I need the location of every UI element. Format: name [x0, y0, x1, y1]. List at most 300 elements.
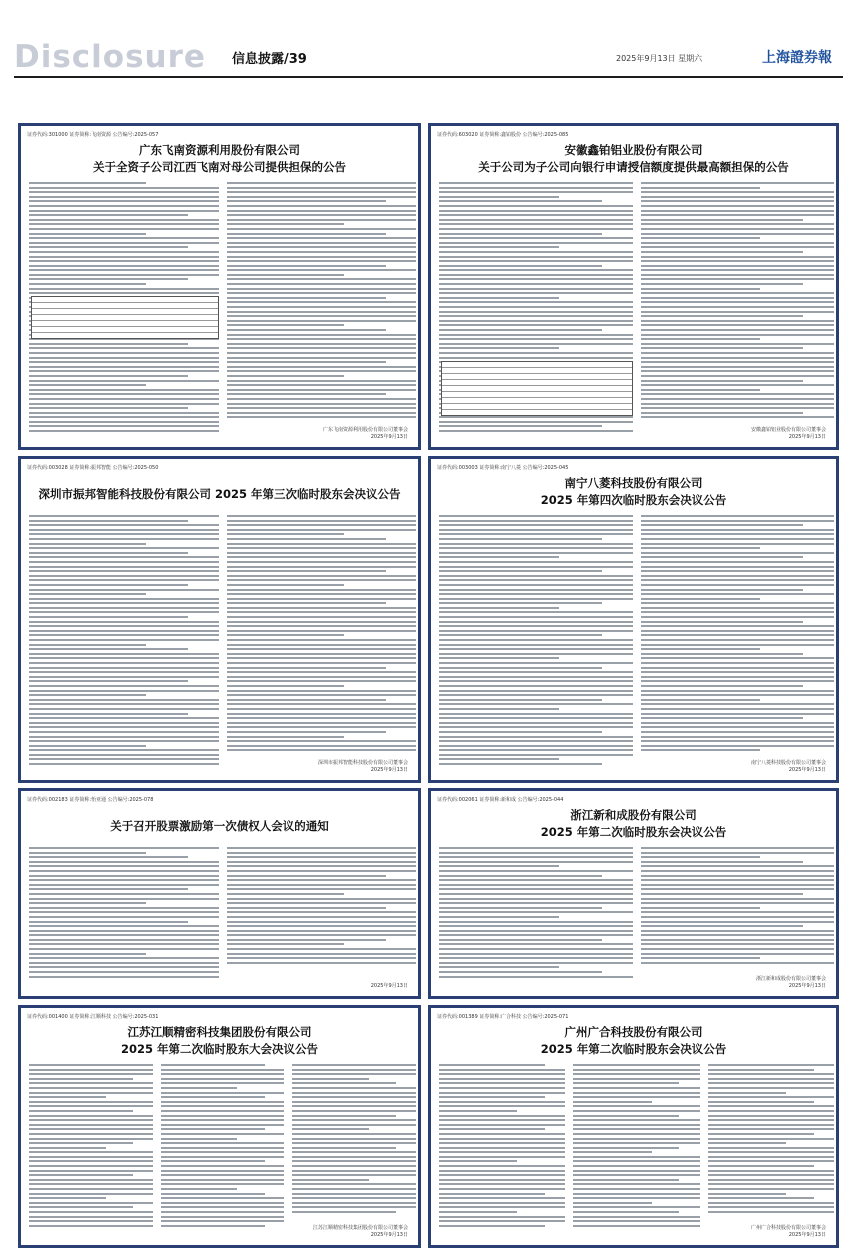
text-line: [29, 1206, 133, 1208]
text-line: [29, 1151, 153, 1153]
text-line: [29, 1220, 153, 1222]
text-line: [29, 1096, 106, 1098]
signer: 广州广合科技股份有限公司董事会: [750, 1225, 826, 1231]
text-line: [29, 205, 219, 207]
text-line: [439, 607, 559, 609]
text-line: [439, 1082, 565, 1084]
text-line: [573, 1082, 679, 1084]
text-line: [641, 921, 835, 923]
text-line: [29, 200, 219, 202]
text-line: [641, 306, 835, 308]
text-line: [641, 370, 835, 372]
text-line: [227, 292, 417, 294]
text-line: [161, 1225, 265, 1227]
text-line: [439, 703, 633, 705]
text-line: [29, 1174, 133, 1176]
signer: 浙江新和成股份有限公司董事会: [755, 976, 826, 982]
text-line: [641, 953, 835, 955]
text-line: [439, 219, 633, 221]
text-line: [641, 529, 835, 531]
text-line: [29, 1202, 153, 1204]
text-line: [292, 1064, 416, 1066]
text-line: [641, 870, 835, 872]
text-line: [641, 260, 835, 262]
text-line: [439, 911, 633, 913]
text-line: [641, 607, 835, 609]
text-line: [29, 251, 219, 253]
text-line: [439, 680, 633, 682]
text-line: [227, 274, 344, 276]
text-line: [227, 575, 417, 577]
text-line: [641, 943, 835, 945]
text-line: [708, 1211, 834, 1213]
text-line: [439, 934, 633, 936]
text-line: [641, 324, 835, 326]
text-line: [29, 366, 219, 368]
text-line: [227, 320, 417, 322]
text-line: [439, 233, 602, 235]
announcement-body: [439, 1064, 828, 1227]
text-line: [227, 214, 417, 216]
text-line: [641, 515, 835, 517]
text-line: [641, 690, 835, 692]
text-line: [227, 694, 417, 696]
text-line: [439, 847, 633, 849]
text-line: [641, 875, 835, 877]
text-line: [161, 1193, 265, 1195]
text-line: [29, 380, 219, 382]
text-line: [708, 1151, 834, 1153]
text-line: [439, 1092, 565, 1094]
text-line: [227, 237, 417, 239]
text-line: [708, 1124, 834, 1126]
text-line: [641, 196, 835, 198]
text-line: [439, 657, 559, 659]
text-line: [29, 625, 219, 627]
text-line: [292, 1147, 396, 1149]
text-line: [439, 329, 602, 331]
text-line: [29, 1119, 153, 1121]
text-line: [641, 297, 835, 299]
text-line: [29, 754, 219, 756]
text-line: [439, 1115, 565, 1117]
text-line: [161, 1073, 285, 1075]
text-line: [29, 343, 188, 345]
text-line: [29, 398, 219, 400]
text-line: [641, 205, 835, 207]
text-line: [227, 283, 417, 285]
text-line: [292, 1179, 369, 1181]
text-line: [641, 343, 835, 345]
text-line: [439, 561, 633, 563]
text-line: [641, 879, 835, 881]
text-line: [708, 1156, 834, 1158]
text-line: [227, 852, 417, 854]
text-line: [29, 524, 219, 526]
text-line: [227, 246, 417, 248]
text-line: [29, 930, 219, 932]
text-column: [439, 847, 633, 978]
text-line: [29, 412, 219, 414]
text-line: [227, 740, 417, 742]
text-line: [439, 962, 633, 964]
text-line: [641, 329, 835, 331]
text-line: [227, 680, 417, 682]
text-line: [227, 726, 417, 728]
text-line: [29, 966, 219, 968]
text-line: [227, 861, 417, 863]
text-line: [439, 648, 633, 650]
text-line: [439, 884, 633, 886]
text-line: [29, 237, 219, 239]
text-line: [573, 1101, 651, 1103]
text-line: [439, 598, 633, 600]
text-line: [439, 430, 633, 432]
text-line: [641, 630, 835, 632]
text-column: [227, 182, 417, 429]
text-line: [439, 269, 633, 271]
text-line: [439, 713, 633, 715]
text-line: [439, 644, 633, 646]
text-line: [573, 1073, 699, 1075]
text-line: [29, 1082, 153, 1084]
text-line: [708, 1069, 814, 1071]
text-line: [641, 888, 835, 890]
text-line: [292, 1101, 416, 1103]
text-line: [439, 976, 633, 978]
text-line: [573, 1220, 699, 1222]
text-line: [29, 223, 219, 225]
text-line: [227, 902, 417, 904]
text-line: [708, 1082, 834, 1084]
text-line: [29, 242, 219, 244]
text-line: [439, 196, 559, 198]
text-line: [573, 1096, 699, 1098]
text-line: [227, 662, 417, 664]
text-line: [573, 1147, 679, 1149]
text-line: [227, 717, 417, 719]
text-line: [439, 274, 633, 276]
text-line: [227, 219, 417, 221]
text-line: [227, 384, 417, 386]
text-line: [439, 1101, 565, 1103]
text-line: [439, 953, 633, 955]
text-line: [573, 1179, 679, 1181]
text-line: [227, 205, 417, 207]
text-line: [641, 278, 835, 280]
text-line: [641, 347, 804, 349]
text-line: [29, 943, 219, 945]
text-line: [227, 962, 417, 964]
text-line: [439, 1170, 565, 1172]
text-line: [227, 722, 417, 724]
text-line: [708, 1142, 786, 1144]
text-line: [439, 1197, 565, 1199]
text-line: [29, 911, 219, 913]
text-line: [641, 662, 835, 664]
text-line: [227, 538, 386, 540]
text-line: [641, 726, 835, 728]
text-line: [708, 1105, 834, 1107]
text-line: [641, 398, 835, 400]
text-line: [227, 398, 417, 400]
text-line: [29, 589, 219, 591]
text-line: [161, 1151, 285, 1153]
text-line: [227, 916, 417, 918]
text-line: [227, 366, 417, 368]
text-line: [708, 1165, 814, 1167]
text-line: [29, 648, 188, 650]
text-line: [641, 621, 804, 623]
text-line: [29, 1064, 153, 1066]
text-line: [29, 533, 219, 535]
text-line: [641, 320, 835, 322]
stock-code-line: 证券代码:001389 证券简称:广合科技 公告编号:2025-071: [437, 1014, 569, 1020]
text-line: [439, 1220, 565, 1222]
text-line: [227, 621, 417, 623]
text-line: [641, 648, 761, 650]
text-line: [29, 1069, 153, 1071]
text-line: [292, 1197, 416, 1199]
text-line: [439, 736, 633, 738]
text-column: [227, 847, 417, 978]
text-line: [29, 962, 219, 964]
text-line: [292, 1188, 416, 1190]
text-line: [29, 292, 219, 294]
text-line: [439, 856, 633, 858]
text-line: [439, 875, 602, 877]
text-line: [641, 708, 835, 710]
text-line: [573, 1197, 699, 1199]
announcement-title: 广州广合科技股份有限公司: [564, 1025, 703, 1039]
signer: 江苏江顺精密科技集团股份有限公司董事会: [312, 1225, 408, 1231]
text-line: [29, 1160, 153, 1162]
text-line: [439, 579, 633, 581]
text-line: [641, 338, 761, 340]
text-line: [641, 357, 835, 359]
text-line: [29, 879, 219, 881]
text-line: [161, 1216, 285, 1218]
text-line: [292, 1165, 416, 1167]
text-line: [29, 1147, 106, 1149]
text-line: [439, 1174, 565, 1176]
text-line: [439, 898, 633, 900]
text-line: [439, 1147, 565, 1149]
text-line: [29, 1092, 153, 1094]
text-line: [292, 1082, 396, 1084]
text-line: [292, 1142, 416, 1144]
text-line: [641, 616, 835, 618]
text-line: [29, 547, 219, 549]
text-line: [161, 1197, 285, 1199]
text-line: [641, 237, 761, 239]
text-line: [227, 251, 417, 253]
text-line: [29, 357, 219, 359]
text-line: [161, 1078, 285, 1080]
text-line: [439, 939, 602, 941]
text-line: [708, 1138, 834, 1140]
announcement-title: 深圳市振邦智能科技股份有限公司 2025 年第三次临时股东会决议公告: [38, 487, 401, 501]
text-line: [29, 430, 219, 432]
text-line: [227, 745, 417, 747]
text-line: [439, 957, 633, 959]
stock-code-line: 证券代码:301000 证券简称:飞南资源 公告编号:2025-057: [27, 132, 159, 138]
text-line: [641, 265, 835, 267]
text-line: [641, 416, 835, 418]
text-line: [227, 888, 417, 890]
text-line: [227, 749, 417, 751]
text-line: [439, 529, 633, 531]
signature-date: 2025年9月13日: [370, 1232, 408, 1238]
text-line: [29, 210, 219, 212]
text-line: [641, 593, 835, 595]
text-line: [641, 228, 835, 230]
text-line: [227, 347, 417, 349]
text-line: [292, 1087, 416, 1089]
text-line: [161, 1082, 285, 1084]
text-line: [439, 616, 633, 618]
newspaper-masthead: 上海證券報: [762, 50, 832, 66]
text-line: [439, 879, 633, 881]
text-line: [227, 736, 344, 738]
text-line: [641, 657, 835, 659]
text-line: [573, 1188, 699, 1190]
text-line: [227, 690, 417, 692]
text-line: [29, 219, 219, 221]
text-line: [439, 690, 633, 692]
text-line: [439, 292, 633, 294]
text-line: [29, 187, 219, 189]
text-line: [641, 939, 835, 941]
text-line: [292, 1133, 416, 1135]
text-line: [641, 962, 835, 964]
text-line: [708, 1183, 834, 1185]
text-line: [439, 907, 602, 909]
text-line: [29, 393, 219, 395]
text-line: [161, 1092, 285, 1094]
text-line: [641, 233, 835, 235]
text-line: [29, 662, 219, 664]
text-line: [439, 1133, 565, 1135]
text-line: [439, 200, 602, 202]
text-line: [708, 1128, 834, 1130]
text-line: [29, 384, 146, 386]
text-line: [641, 598, 761, 600]
text-line: [29, 421, 219, 423]
text-line: [227, 334, 417, 336]
text-line: [439, 893, 633, 895]
page-header: [14, 40, 843, 74]
text-line: [227, 957, 417, 959]
text-line: [641, 403, 835, 405]
text-line: [573, 1170, 699, 1172]
text-line: [227, 685, 344, 687]
text-line: [227, 676, 417, 678]
text-line: [29, 520, 188, 522]
text-line: [641, 256, 835, 258]
text-line: [227, 191, 417, 193]
text-line: [641, 288, 761, 290]
text-line: [227, 657, 417, 659]
text-line: [29, 870, 219, 872]
text-line: [439, 722, 633, 724]
text-line: [227, 242, 417, 244]
text-line: [292, 1110, 416, 1112]
text-line: [29, 676, 219, 678]
text-line: [573, 1216, 699, 1218]
text-line: [29, 736, 219, 738]
text-line: [439, 1110, 517, 1112]
text-line: [439, 421, 633, 423]
text-line: [292, 1156, 416, 1158]
signature-block: [318, 760, 408, 774]
text-line: [439, 948, 633, 950]
text-line: [439, 667, 602, 669]
text-line: [439, 311, 633, 313]
text-line: [641, 352, 835, 354]
text-line: [227, 847, 417, 849]
text-line: [439, 870, 633, 872]
text-line: [573, 1142, 699, 1144]
signature-date: 2025年9月13日: [788, 983, 826, 989]
text-line: [227, 875, 386, 877]
text-line: [641, 223, 835, 225]
stock-code-line: 证券代码:001400 证券简称:江顺科技 公告编号:2025-031: [27, 1014, 159, 1020]
text-line: [29, 566, 219, 568]
text-line: [29, 1188, 153, 1190]
text-line: [292, 1183, 416, 1185]
text-line: [439, 602, 602, 604]
text-line: [292, 1124, 416, 1126]
signature-block: [751, 427, 826, 441]
text-line: [439, 1216, 565, 1218]
text-line: [161, 1069, 285, 1071]
text-line: [439, 634, 602, 636]
text-line: [439, 731, 602, 733]
text-line: [439, 575, 633, 577]
text-line: [641, 556, 804, 558]
text-line: [161, 1119, 285, 1121]
text-line: [641, 210, 835, 212]
text-line: [227, 524, 417, 526]
text-line: [439, 589, 633, 591]
text-line: [641, 301, 835, 303]
text-line: [439, 547, 633, 549]
text-line: [29, 375, 188, 377]
text-line: [641, 380, 804, 382]
text-line: [708, 1087, 834, 1089]
text-line: [29, 403, 219, 405]
text-line: [161, 1165, 285, 1167]
text-line: [573, 1211, 679, 1213]
text-line: [227, 731, 386, 733]
text-line: [29, 902, 146, 904]
text-line: [227, 630, 417, 632]
text-line: [439, 297, 559, 299]
text-line: [439, 324, 633, 326]
text-line: [227, 856, 417, 858]
text-line: [439, 1188, 565, 1190]
text-line: [641, 283, 804, 285]
text-line: [439, 256, 633, 258]
text-line: [573, 1115, 679, 1117]
text-line: [29, 1165, 153, 1167]
text-line: [439, 315, 633, 317]
text-column: [708, 1064, 834, 1227]
text-line: [439, 182, 633, 184]
text-line: [641, 570, 835, 572]
text-line: [161, 1183, 285, 1185]
